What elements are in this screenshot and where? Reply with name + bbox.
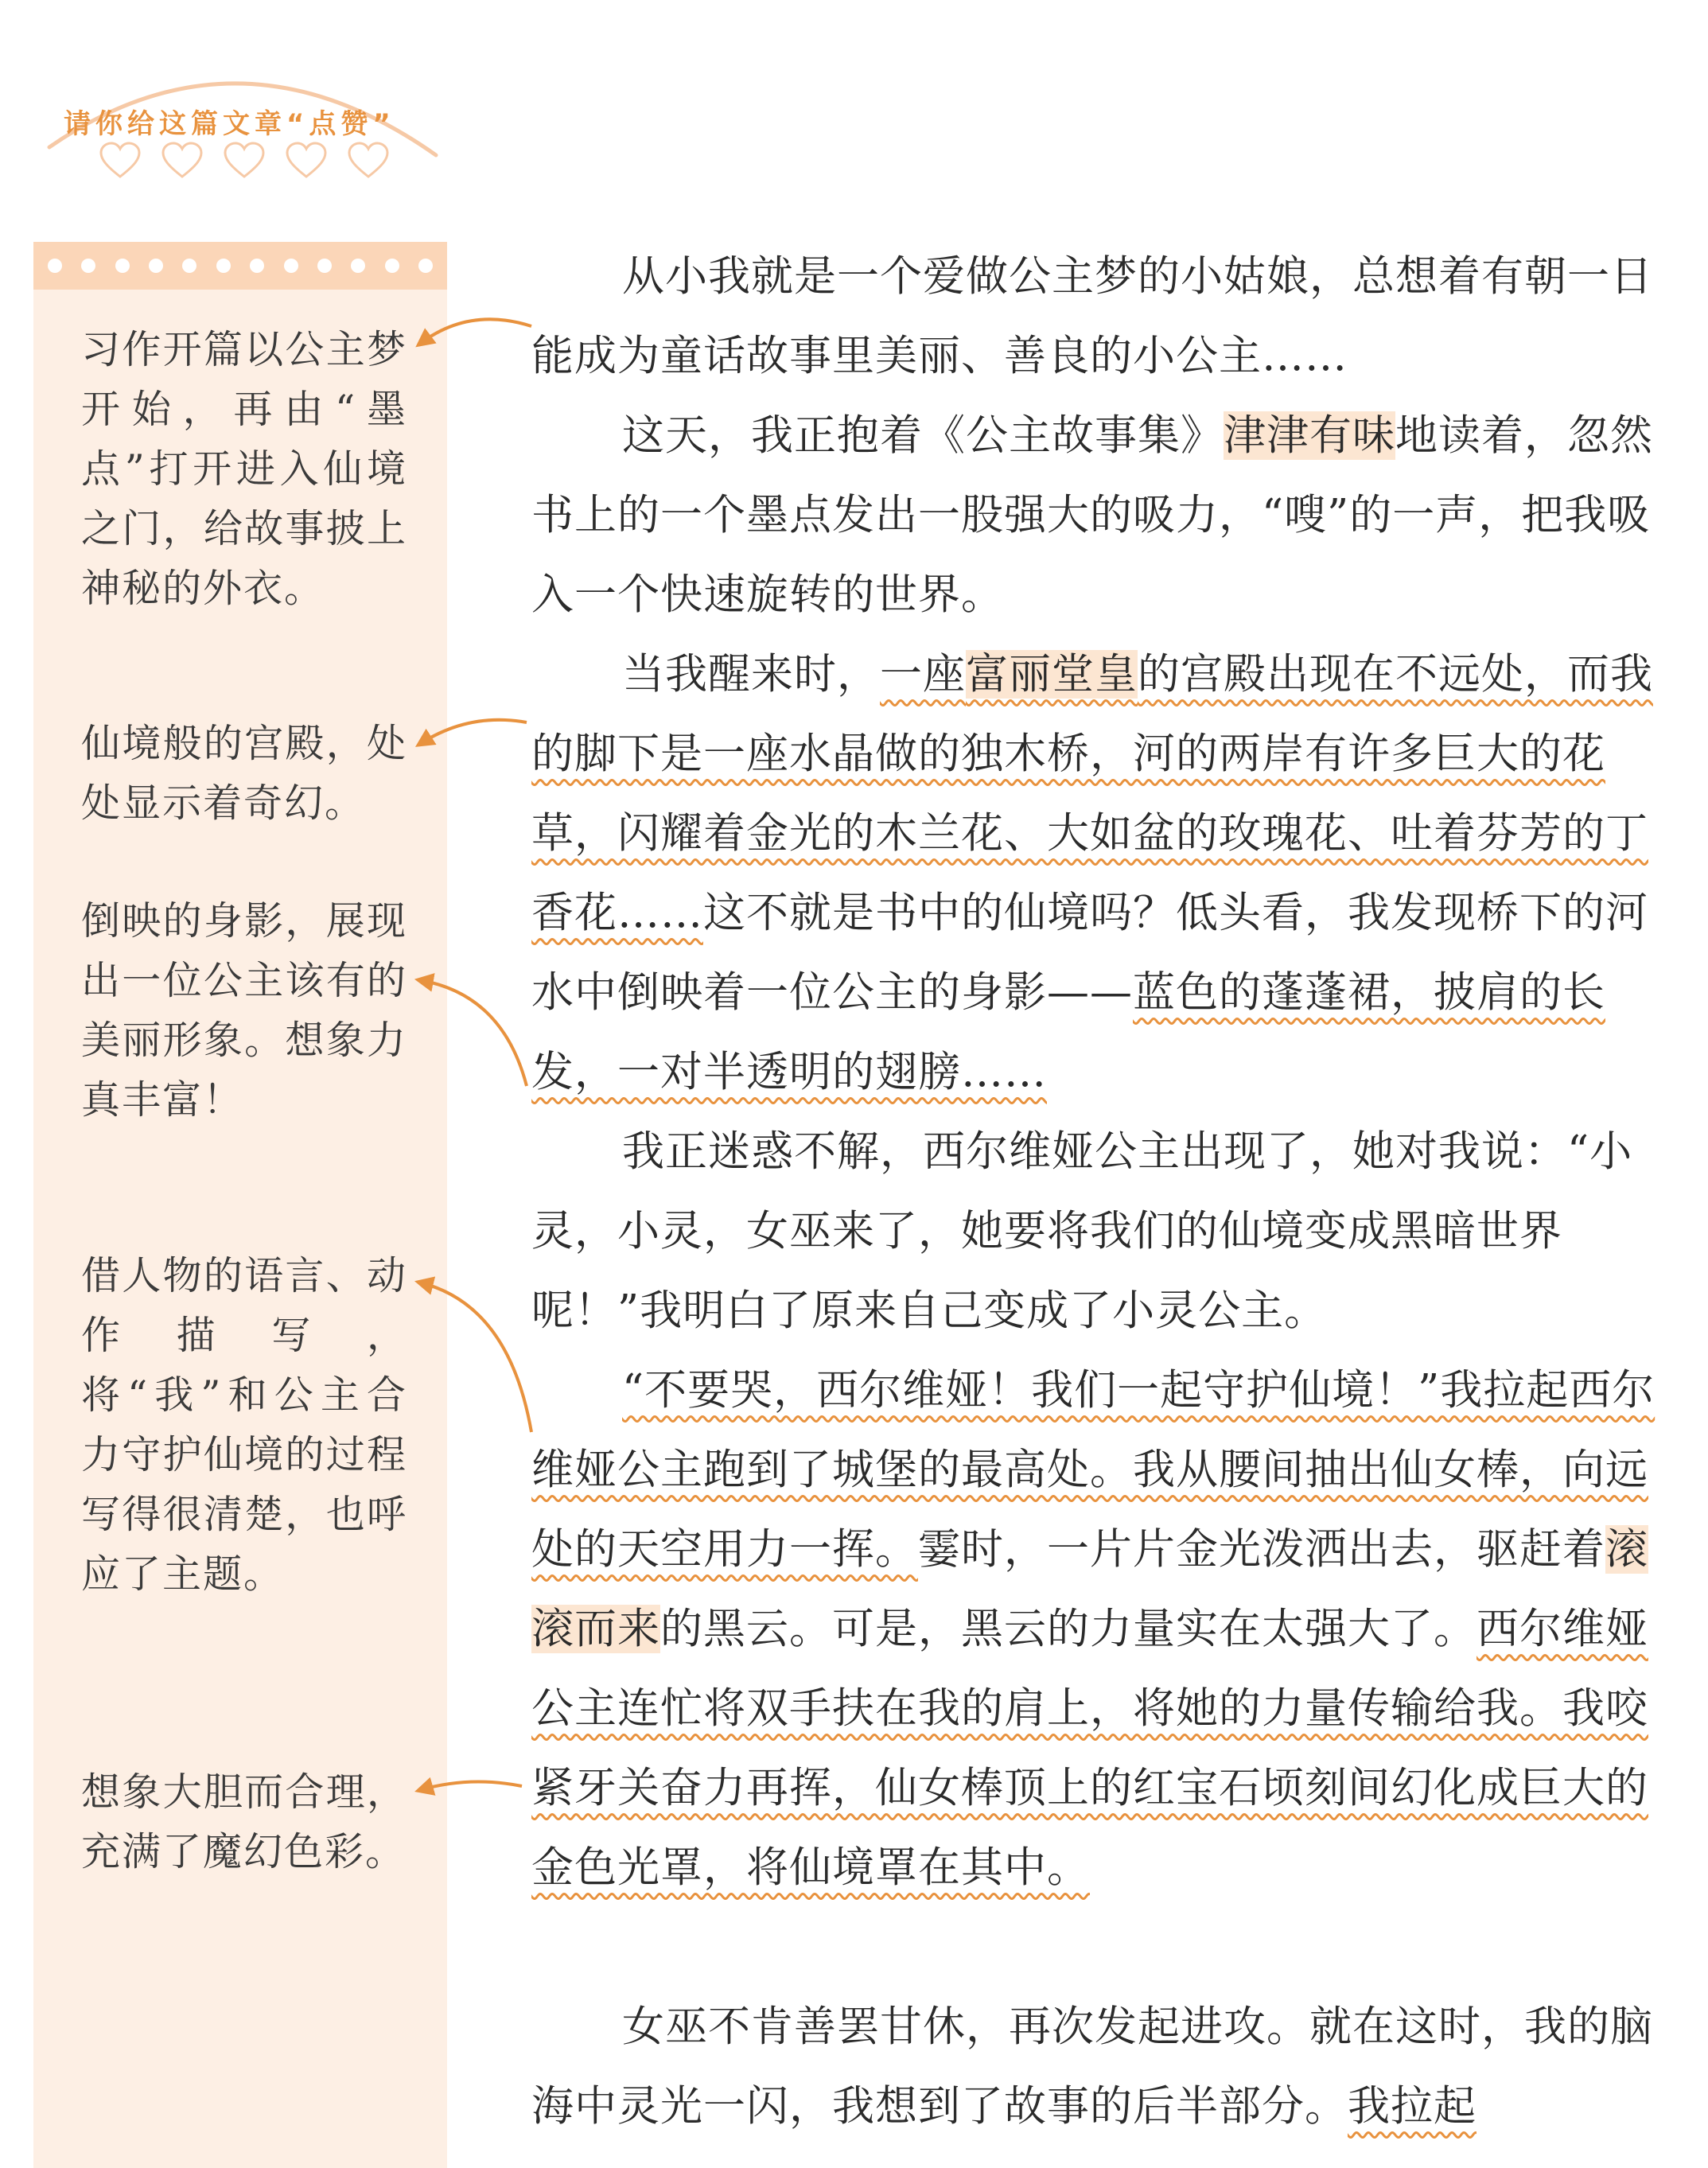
wavy-underlined-passage: 蓝色的蓬蓬裙，披肩的长发，一对半透明的翅膀…… — [531, 968, 1605, 1096]
sidebar-header-strip — [33, 242, 447, 290]
article-paragraph: 女巫不肯善罢甘休，再次发起进攻。就在这时，我的脑海中灵光一闪，我想到了故事的后半部分。我拉起 — [531, 2003, 1653, 2131]
comment-note-opening: 习作开篇以公主梦开始，再由“墨点”打开进入仙境之门，给故事披上神秘的外衣。 — [81, 327, 407, 611]
wavy-underlined-passage: “不要哭，西尔维娅！我们一起守护仙境！”我拉起西尔维娅公主跑到了城堡的最高处。我从腰间抽出仙女棒，向远处的天空用力一挥。 — [531, 1366, 1655, 1574]
heart-icon — [161, 142, 203, 180]
page-title: 请你给这篇文章“点赞” — [64, 108, 395, 140]
article-paragraph: 从小我就是一个爱做公主梦的小姑娘，总想着有朝一日能成为童话故事里美丽、善良的小公主…… — [531, 252, 1653, 380]
heart-icon — [99, 142, 141, 180]
wavy-underlined-passage: 我拉起 — [1348, 2082, 1477, 2131]
article-paragraph: 我正迷惑不解，西尔维娅公主出现了，她对我说：“小灵，小灵，女巫来了，她要将我们的仙境变成黑暗世界呢！”我明白了原来自己变成了小灵公主。 — [531, 1127, 1633, 1335]
heart-rating — [99, 142, 389, 183]
dot-decoration — [48, 256, 433, 275]
wavy-underlined-passage: 西尔维娅公主连忙将双手扶在我的肩上，将她的力量传输给我。我咬紧牙关奋力再挥，仙女棒顶上的红宝石顷刻间幻化成巨大的金色光罩，将仙境罩在其中。 — [531, 1605, 1648, 1892]
article-paragraph: 当我醒来时，一座富丽堂皇的宫殿出现在不远处，而我的脚下是一座水晶做的独木桥，河的两岸有许多巨大的花草，闪耀着金光的木兰花、大如盆的玫瑰花、吐着芬芳的丁香花……这不就是书中的仙境吗？低头看，我发现桥下的河水中倒映着一位公主的身影——蓝色的蓬蓬裙，披肩的长发，一对半透明的翅膀…… — [531, 650, 1653, 1096]
comment-note-imagination: 想象大胆而合理，充满了魔幻色彩。 — [81, 1769, 407, 1874]
highlighted-phrase: 滚滚而来 — [531, 1525, 1648, 1653]
article-paragraph: 这天，我正抱着《公主故事集》津津有味地读着，忽然书上的一个墨点发出一股强大的吸力，“嗖”的一声，把我吸入一个快速旋转的世界。 — [531, 411, 1653, 619]
heart-icon — [286, 142, 327, 180]
article-paragraph: “不要哭，西尔维娅！我们一起守护仙境！”我拉起西尔维娅公主跑到了城堡的最高处。我从腰间抽出仙女棒，向远处的天空用力一挥。霎时，一片片金光泼洒出去，驱赶着滚滚而来的黑云。可是，黑云的力量实在太强大了。西尔维娅公主连忙将双手扶在我的肩上，将她的力量传输给我。我咬紧牙关奋力再挥，仙女棒顶上的红宝石顷刻间幻化成巨大的金色光罩，将仙境罩在其中。 — [531, 1366, 1655, 1892]
heart-icon — [348, 142, 389, 180]
heart-icon — [224, 142, 265, 180]
wavy-underlined-passage: 一座富丽堂皇的宫殿出现在不远处，而我的脚下是一座水晶做的独木桥，河的两岸有许多巨大的花草，闪耀着金光的木兰花、大如盆的玫瑰花、吐着芬芳的丁香花…… — [531, 650, 1653, 937]
highlighted-phrase: 津津有味 — [1224, 411, 1395, 460]
comment-note-reflection: 倒映的身影，展现出一位公主该有的美丽形象。想象力真丰富！ — [81, 898, 407, 1123]
comment-note-palace: 仙境般的宫殿，处处显示着奇幻。 — [81, 721, 407, 826]
highlighted-phrase: 富丽堂皇 — [966, 650, 1138, 699]
comment-note-action: 借人物的语言、动作描写，将“我”和公主合力守护仙境的过程写得很清楚，也呼应了主题。 — [81, 1253, 407, 1597]
